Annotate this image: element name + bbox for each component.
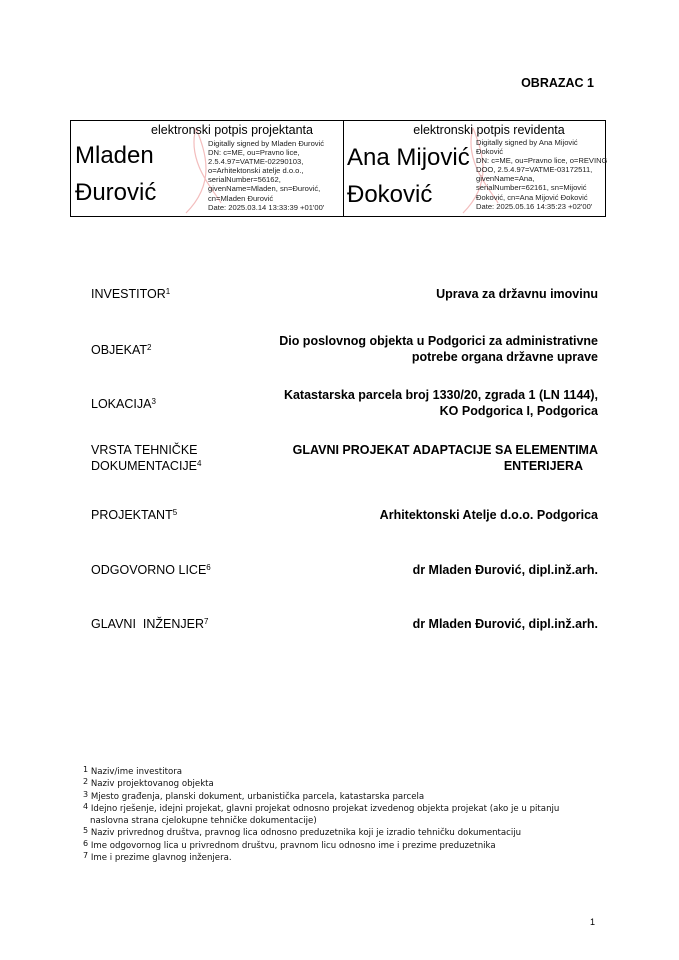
footnote: $^4$ Idejno rješenje, idejni projekat, glavni projekat odnosno projekat izvedenog objekta projekat (ako je u pitanju naslovna strana cjelokupne tehničke dokumentacije) [83,801,560,827]
field-value: GLAVNI PROJEKAT ADAPTACIJE SA ELEMENTIMA ENTERIJERA [292,443,598,473]
form-label: OBRAZAC 1 [521,76,594,90]
field-label: OBJEKAT$^2$ [91,343,152,357]
footnote: $^7$ Ime i prezime glavnog inženjera. [83,851,232,864]
field-label: PROJEKTANT$^5$ [91,508,178,522]
designer-signature[interactable] [71,121,344,216]
footnote: $^3$ Mjesto građenja, planski dokument, urbanistička parcela, katastarska parcela [83,789,425,802]
signature-caption: elektronski potpis revidenta [413,123,565,137]
field-value: Katastarska parcela broj 1330/20, zgrada 1 (LN 1144), KO Podgorica I, Podgorica [283,388,598,418]
footnote: $^6$ Ime odgovornog lica u privrednom društvu, pravnom licu odnosno ime i prezime preduzetnika [83,838,496,851]
field-value: Dio poslovnog objekta u Podgorici za administrativne potrebe organa državne uprave [279,334,598,364]
field-label: VRSTA TEHNIČKE DOKUMENTACIJE$^4$ [91,443,202,473]
field-value: dr Mladen Đurović, dipl.inž.arh. [412,563,598,577]
field-label: ODGOVORNO LICE$^6$ [91,563,211,577]
signature-caption: elektronski potpis projektanta [151,123,313,137]
signer-name: Ana Mijović Đoković [347,144,470,208]
footnote: $^1$ Naziv/ime investitora [83,765,183,777]
signature-details: Digitally signed by Ana Mijović Đoković DN: c=ME, ou=Pravno lice, o=REVING DOO, 2.5.4.97=VATME-03172511, givenName=Ana, serialNumber=62161, sn=Mijović Đoković, cn=Ana Mijović Đoković Date: 2025.05.16 14:35:23 +02'00' [476,138,608,211]
field-value: Uprava za državnu imovinu [436,287,598,301]
signature-box [70,120,606,217]
footnotes [83,766,613,864]
page-number: 1 [589,917,595,927]
footnote: $^2$ Naziv projektovanog objekta [83,777,214,790]
field-value: dr Mladen Đurović, dipl.inž.arh. [412,617,598,631]
field-label: INVESTITOR$^1$ [91,287,171,301]
reviewer-signature[interactable] [343,121,608,216]
field-value: Arhitektonski Atelje d.o.o. Podgorica [379,508,598,522]
field-label: GLAVNI INŽENJER$^7$ [91,617,209,631]
footnote: $^5$ Naziv privrednog društva, pravnog lica odnosno preduzetnika koji je izradio tehničku dokumentaciju [83,826,522,839]
signature-details: Digitally signed by Mladen Đurović DN: c=ME, ou=Pravno lice, 2.5.4.97=VATME-02290103, o=Arhitektonski atelje d.o.o., serialNumber=56162, givenName=Mladen, sn=Đurović, cn=Mladen Đurović Date: 2025.03.14 13:33:39 +01'00' [208,139,325,212]
field-label: LOKACIJA$^3$ [91,397,156,411]
signer-name: Mladen Đurović [75,142,157,206]
